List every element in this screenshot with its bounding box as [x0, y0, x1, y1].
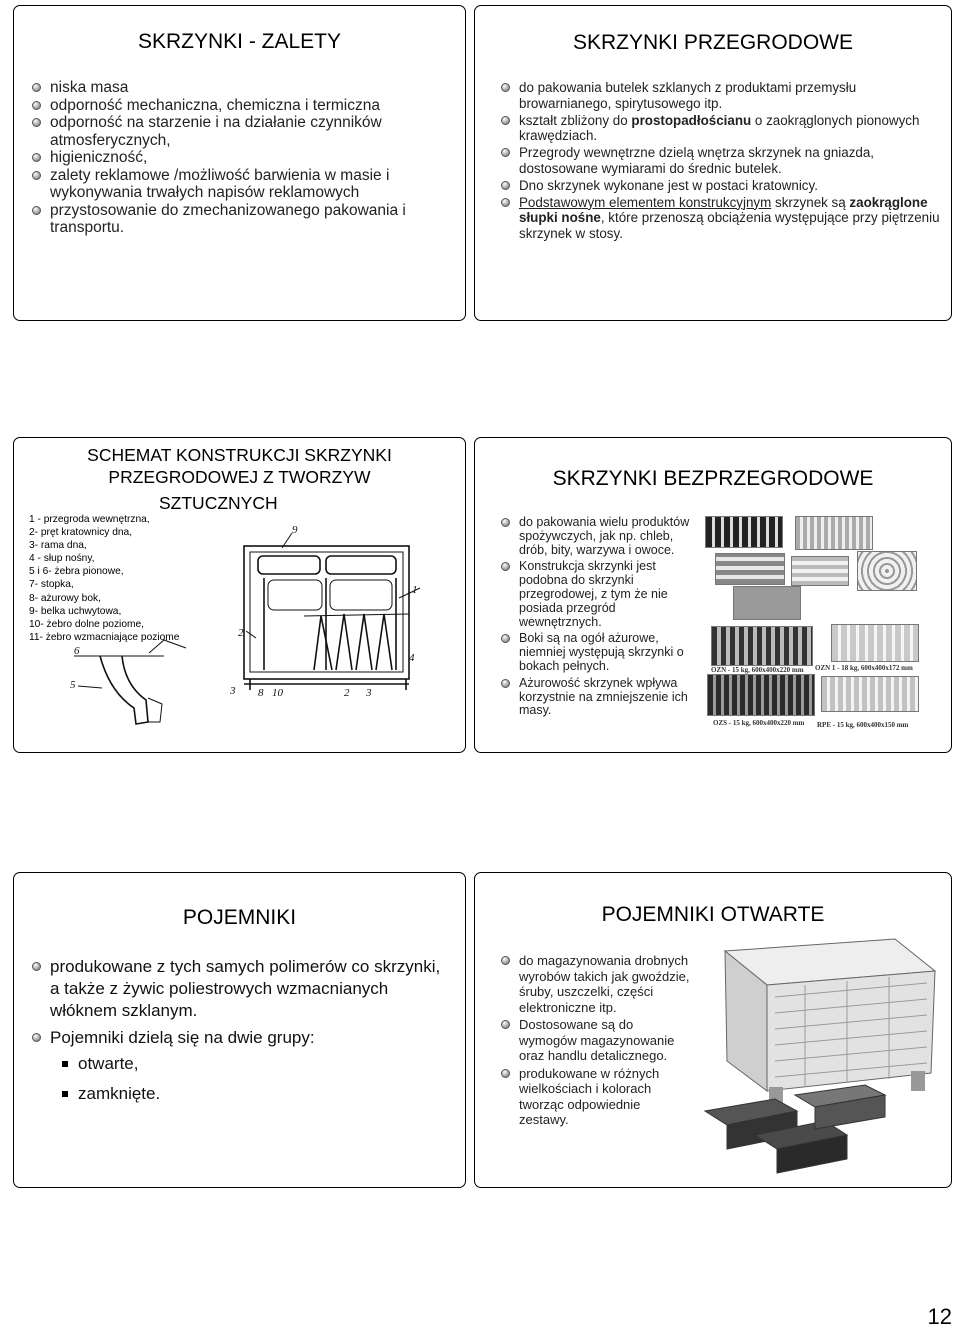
square-bullet-icon: [62, 1091, 68, 1097]
list-item: Konstrukcja skrzynki jest podobna do skrzynki przegrodowej, z tym że nie posiada przegród wewnętrznych.: [501, 560, 696, 629]
list-item: Pojemniki dzielą się na dwie grupy: otwarte, zamknięte.: [32, 1027, 452, 1105]
list-item: przystosowanie do zmechanizowanego pakowania i transportu.: [32, 202, 452, 237]
bullet-icon: [32, 101, 41, 110]
list-item: higieniczność,: [32, 149, 452, 167]
legend-item: 11- żebro wzmacniające poziome: [29, 631, 180, 643]
crate-photo: [791, 556, 849, 586]
crate-caption: OZN 1 - 18 kg, 600x400x172 mm: [815, 664, 913, 672]
legend-item: 7- stopka,: [29, 579, 74, 591]
crate-photo: [795, 516, 873, 550]
crate-photo: [711, 626, 813, 666]
drawing-label: 8: [258, 687, 264, 699]
legend-item: 1 - przegroda wewnętrzna,: [29, 514, 150, 525]
list-item: Dostosowane są do wymogów magazynowanie oraz handlu detalicznego.: [501, 1017, 691, 1064]
crate-photo: [715, 553, 785, 585]
bullet-icon: [501, 518, 510, 527]
slide-skrzynki-zalety: [13, 5, 466, 321]
container-foot: [911, 1071, 925, 1091]
drawing-label: 5: [70, 679, 76, 691]
list-item: produkowane z tych samych polimerów co skrzynki, a także z żywic poliestrowych wzmacnianych włóknem szklanym.: [32, 956, 452, 1022]
bullet-icon: [32, 962, 41, 971]
list-item: niska masa: [32, 79, 452, 97]
drawing-label: 3: [366, 687, 372, 699]
bullet-icon: [32, 83, 41, 92]
crate-photo: [705, 516, 783, 548]
legend-item: 3- rama dna,: [29, 540, 87, 552]
crate-caption: OZS - 15 kg, 600x400x220 mm: [713, 719, 805, 727]
crate-caption: RPE - 15 kg, 600x400x150 mm: [817, 721, 909, 729]
slide-skrzynki-przegrodowe: [474, 5, 952, 321]
drawing-label: 6: [74, 645, 80, 657]
slide-title: SKRZYNKI BEZPRZEGRODOWE: [552, 467, 874, 490]
legend-item: 10- żebro dolne poziome,: [29, 618, 144, 630]
bullet-list: [32, 79, 452, 237]
sub-list-item: otwarte,: [62, 1053, 452, 1075]
slide-title: POJEMNIKI OTWARTE: [601, 903, 825, 926]
drawing-label: 3: [230, 685, 236, 697]
crate-photo: [831, 624, 919, 662]
slide-skrzynki-bezprzegrodowe: [474, 437, 952, 753]
drawing-label: 10: [272, 687, 283, 699]
page-number: 12: [927, 1304, 952, 1329]
crate-photo: [857, 551, 917, 591]
bullet-icon: [501, 634, 510, 643]
list-item: zalety reklamowe /możliwość barwienia w masie i wykonywania trwałych napisów reklamowych: [32, 167, 452, 202]
slide-schemat-konstrukcji: [13, 437, 466, 753]
sub-list-item: zamknięte.: [62, 1083, 452, 1105]
drawing-label: 2: [238, 627, 244, 639]
legend-item: 9- belka uchwytowa,: [29, 605, 122, 617]
square-bullet-icon: [62, 1061, 68, 1067]
list-item: Ażurowość skrzynek wpływa korzystnie na zmniejszenie ich masy.: [501, 677, 696, 718]
legend-item: 5 i 6- żebra pionowe,: [29, 566, 124, 578]
slide-pojemniki: [13, 872, 466, 1188]
list-item: do pakowania wielu produktów spożywczych, jak np. chleb, drób, bity, warzywa i owoce.: [501, 516, 696, 557]
list-item: do magazynowania drobnych wyrobów takich jak gwoździe, śruby, uszczelki, części elektroniczne itp.: [501, 953, 691, 1015]
slide-title: SKRZYNKI - ZALETY: [137, 30, 342, 53]
bullet-icon: [501, 198, 510, 207]
crate-photo: [733, 586, 801, 620]
list-item: odporność mechaniczna, chemiczna i termiczna: [32, 97, 452, 115]
list-item: Przegrody wewnętrzne dzielą wnętrza skrzynek na gniazda, dostosowane wymiarami do średnic butelek.: [501, 145, 941, 177]
sub-list: [62, 1053, 452, 1105]
list-item: kształt zbliżony do prostopadłościanu o zaokrąglonych pionowych krawędziach.: [501, 113, 941, 145]
bullet-icon: [32, 206, 41, 215]
list-item: produkowane w różnych wielkościach i kolorach tworząc odpowiednie zestawy.: [501, 1066, 691, 1128]
container-photos: [475, 873, 952, 1188]
bullet-icon: [32, 171, 41, 180]
drawing-label: 1: [412, 584, 418, 596]
list-item: Dno skrzynek wykonane jest w postaci kratownicy.: [501, 178, 941, 194]
bullet-icon: [501, 116, 510, 125]
drawing-label: 2: [344, 687, 350, 699]
slide-title: SKRZYNKI PRZEGRODOWE: [572, 31, 854, 54]
slide-title: POJEMNIKI: [182, 906, 297, 929]
list-item: do pakowania butelek szklanych z produktami przemysłu browarnianego, spirytusowego itp.: [501, 80, 941, 112]
bullet-list: [501, 516, 696, 721]
crate-caption: OZN - 15 kg, 600x400x220 mm: [711, 666, 804, 674]
bullet-icon: [501, 148, 510, 157]
crate-photo: [821, 676, 919, 712]
list-item: Boki są na ogół ażurowe, niemniej występują skrzynki o bokach pełnych.: [501, 632, 696, 673]
bullet-icon: [32, 118, 41, 127]
bullet-icon: [501, 83, 510, 92]
bullet-icon: [501, 562, 510, 571]
bullet-list: [32, 956, 452, 1113]
bullet-icon: [32, 153, 41, 162]
drawing-label: 4: [409, 652, 415, 664]
bullet-icon: [501, 181, 510, 190]
list-item: Podstawowym elementem konstrukcyjnym skrzynek są zaokrąglone słupki nośne, które przenoszą obciążenia występujące przy piętrzeniu skrzynek w stosy.: [501, 195, 941, 242]
legend-item: 8- ażurowy bok,: [29, 592, 101, 604]
slide-pojemniki-otwarte: [474, 872, 952, 1188]
bullet-list: [501, 80, 941, 243]
bullet-icon: [501, 679, 510, 688]
legend-item: 2- pręt kratownicy dna,: [29, 527, 133, 539]
crate-photo: [707, 674, 815, 716]
slide-title-continued: SZTUCZNYCH: [159, 493, 278, 513]
legend-item: 4 - słup nośny,: [29, 553, 95, 565]
slide-title: SCHEMAT KONSTRUKCJI SKRZYNKI PRZEGRODOWEJ Z TWORZYW: [87, 445, 392, 487]
bullet-icon: [32, 1033, 41, 1042]
list-item: odporność na starzenie i na działanie czynników atmosferycznych,: [32, 114, 452, 149]
crate-technical-drawing: [14, 438, 466, 753]
drawing-label: 9: [292, 524, 298, 536]
